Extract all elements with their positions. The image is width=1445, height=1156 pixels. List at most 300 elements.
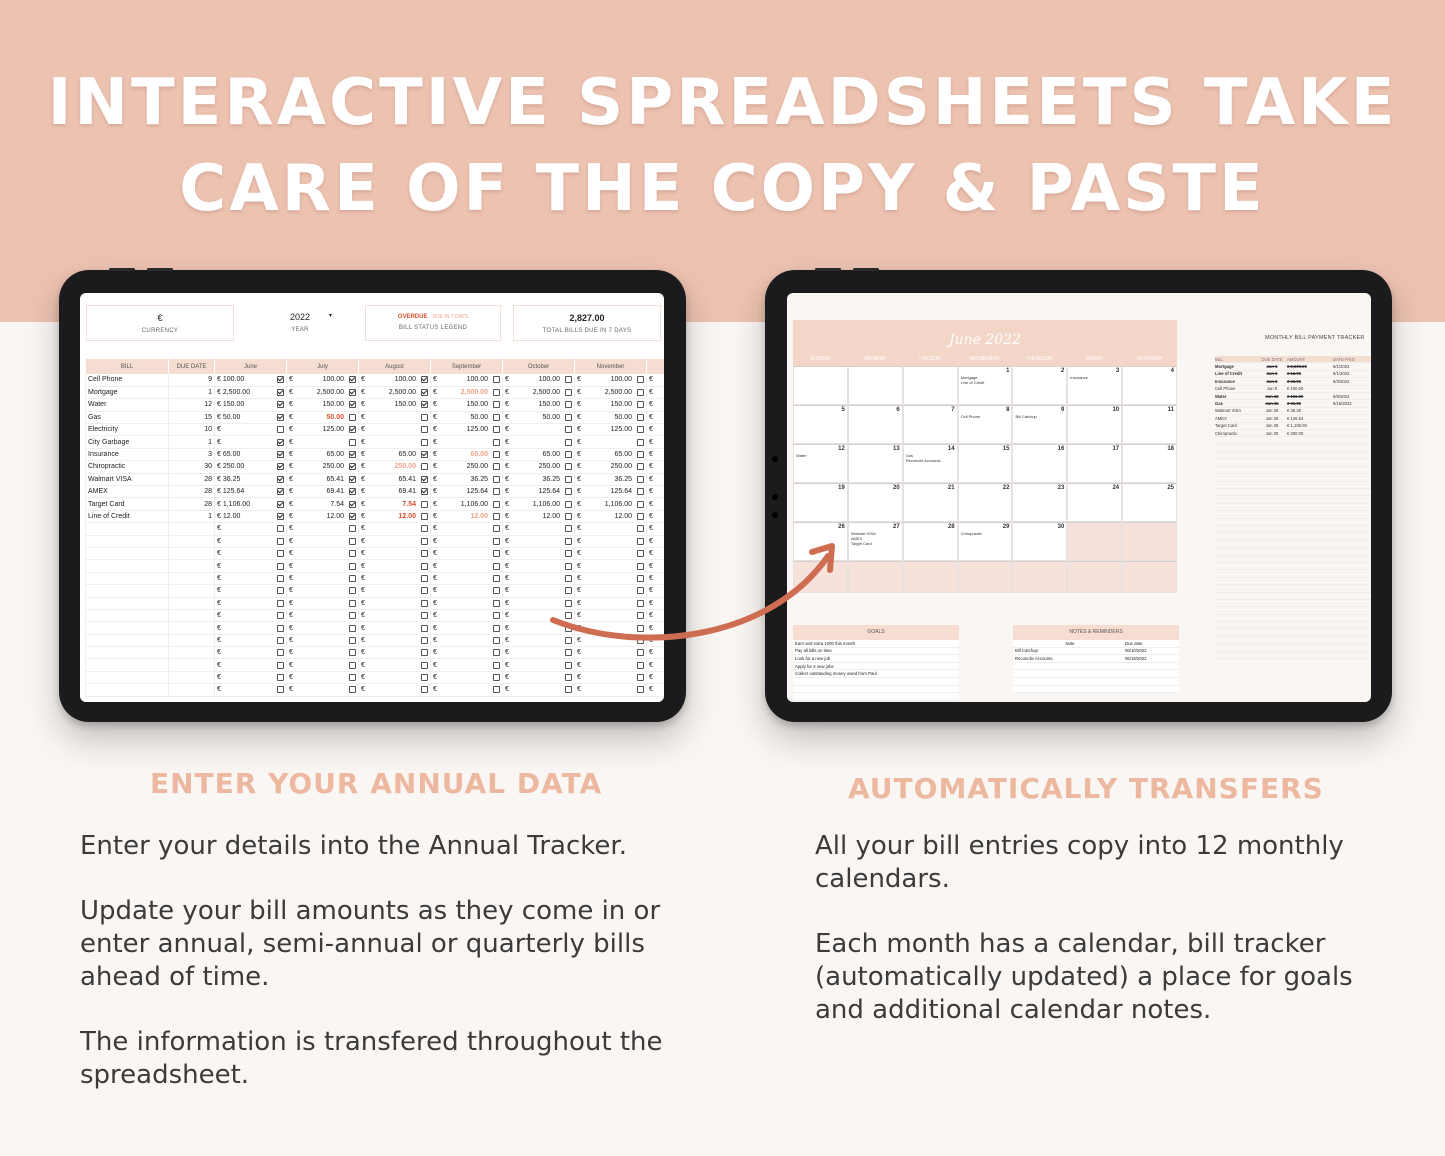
month-amount-cell[interactable] xyxy=(215,634,287,646)
bill-name-cell[interactable] xyxy=(86,622,169,634)
paid-checkbox[interactable] xyxy=(277,575,284,582)
month-amount-cell[interactable] xyxy=(215,597,287,609)
month-amount-cell[interactable] xyxy=(431,411,503,423)
due-date-cell[interactable]: 28 xyxy=(169,498,215,510)
bill-name-cell[interactable]: Gas xyxy=(86,411,169,423)
month-amount-cell[interactable] xyxy=(287,473,359,485)
paid-checkbox[interactable] xyxy=(277,513,284,520)
paid-checkbox[interactable] xyxy=(493,414,500,421)
month-amount-cell[interactable] xyxy=(359,572,431,584)
calendar-day-cell[interactable] xyxy=(1012,366,1067,405)
month-amount-cell[interactable] xyxy=(359,659,431,671)
month-amount-cell[interactable] xyxy=(287,486,359,498)
paid-checkbox[interactable] xyxy=(637,389,644,396)
paid-checkbox[interactable] xyxy=(349,376,356,383)
paid-checkbox[interactable] xyxy=(277,612,284,619)
paid-checkbox[interactable] xyxy=(277,389,284,396)
month-amount-cell[interactable] xyxy=(287,547,359,559)
month-amount-cell[interactable] xyxy=(215,448,287,460)
due-date-cell[interactable]: 9 xyxy=(169,374,215,386)
paid-checkbox[interactable] xyxy=(565,389,572,396)
paid-checkbox[interactable] xyxy=(421,376,428,383)
month-amount-cell[interactable] xyxy=(287,585,359,597)
month-amount-cell[interactable] xyxy=(215,585,287,597)
month-amount-cell[interactable] xyxy=(359,510,431,522)
paid-checkbox[interactable] xyxy=(565,587,572,594)
goal-item[interactable]: Earn and extra 1000 this month xyxy=(793,640,959,648)
paid-checkbox[interactable] xyxy=(637,439,644,446)
paid-checkbox[interactable] xyxy=(349,501,356,508)
month-amount-cell[interactable] xyxy=(215,647,287,659)
month-amount-cell[interactable] xyxy=(503,411,575,423)
tracker-row[interactable] xyxy=(1215,400,1371,407)
tracker-row[interactable] xyxy=(1215,386,1371,393)
month-amount-cell[interactable] xyxy=(431,647,503,659)
paid-checkbox[interactable] xyxy=(349,414,356,421)
paid-checkbox[interactable] xyxy=(277,637,284,644)
calendar-day-cell[interactable] xyxy=(793,483,848,522)
month-amount-cell[interactable] xyxy=(287,622,359,634)
bill-name-cell[interactable]: Line of Credit xyxy=(86,510,169,522)
paid-checkbox[interactable] xyxy=(637,525,644,532)
paid-checkbox[interactable] xyxy=(637,538,644,545)
due-date-cell[interactable]: 28 xyxy=(169,473,215,485)
month-amount-cell[interactable] xyxy=(575,510,647,522)
calendar-day-cell[interactable] xyxy=(1122,561,1177,593)
paid-checkbox[interactable] xyxy=(277,550,284,557)
month-amount-cell[interactable] xyxy=(431,498,503,510)
paid-checkbox[interactable] xyxy=(493,525,500,532)
month-amount-cell[interactable] xyxy=(215,473,287,485)
month-amount-cell[interactable] xyxy=(503,498,575,510)
month-amount-cell[interactable] xyxy=(215,572,287,584)
month-amount-cell[interactable] xyxy=(431,535,503,547)
paid-checkbox[interactable] xyxy=(493,686,500,693)
paid-checkbox[interactable] xyxy=(565,575,572,582)
month-amount-cell[interactable] xyxy=(215,671,287,683)
tracker-row[interactable] xyxy=(1215,607,1371,614)
month-amount-cell[interactable] xyxy=(359,386,431,398)
tracker-row[interactable] xyxy=(1215,563,1371,570)
paid-checkbox[interactable] xyxy=(277,401,284,408)
month-amount-cell[interactable] xyxy=(287,448,359,460)
paid-checkbox[interactable] xyxy=(493,587,500,594)
bill-name-cell[interactable] xyxy=(86,659,169,671)
calendar-day-cell[interactable] xyxy=(848,522,903,561)
paid-checkbox[interactable] xyxy=(277,538,284,545)
calendar-day-cell[interactable] xyxy=(903,522,958,561)
due-date-cell[interactable]: 3 xyxy=(169,448,215,460)
month-amount-cell[interactable] xyxy=(215,399,287,411)
tracker-row[interactable] xyxy=(1215,600,1371,607)
month-amount-cell[interactable] xyxy=(215,535,287,547)
month-amount-cell[interactable] xyxy=(575,399,647,411)
paid-checkbox[interactable] xyxy=(637,686,644,693)
month-amount-cell[interactable] xyxy=(431,424,503,436)
paid-checkbox[interactable] xyxy=(637,550,644,557)
paid-checkbox[interactable] xyxy=(421,674,428,681)
note-item[interactable] xyxy=(1013,648,1179,656)
month-amount-cell[interactable] xyxy=(359,597,431,609)
paid-checkbox[interactable] xyxy=(421,686,428,693)
tracker-row[interactable] xyxy=(1215,570,1371,577)
paid-checkbox[interactable] xyxy=(565,538,572,545)
month-amount-cell[interactable] xyxy=(431,386,503,398)
paid-checkbox[interactable] xyxy=(493,612,500,619)
month-amount-cell[interactable] xyxy=(503,671,575,683)
paid-checkbox[interactable] xyxy=(349,463,356,470)
month-amount-cell[interactable] xyxy=(575,523,647,535)
paid-checkbox[interactable] xyxy=(421,488,428,495)
month-amount-cell[interactable] xyxy=(359,547,431,559)
tracker-row[interactable] xyxy=(1215,482,1371,489)
month-amount-cell[interactable] xyxy=(215,498,287,510)
month-amount-cell[interactable] xyxy=(287,659,359,671)
month-amount-cell[interactable] xyxy=(215,374,287,386)
calendar-day-cell[interactable] xyxy=(1067,405,1122,444)
goal-item[interactable] xyxy=(793,678,959,686)
paid-checkbox[interactable] xyxy=(493,488,500,495)
month-amount-cell[interactable] xyxy=(215,523,287,535)
paid-checkbox[interactable] xyxy=(349,612,356,619)
calendar-day-cell[interactable] xyxy=(793,366,848,405)
bill-name-cell[interactable] xyxy=(86,547,169,559)
due-date-cell[interactable] xyxy=(169,609,215,621)
paid-checkbox[interactable] xyxy=(349,637,356,644)
calendar-day-cell[interactable] xyxy=(848,405,903,444)
month-amount-cell[interactable] xyxy=(215,659,287,671)
bill-name-cell[interactable] xyxy=(86,560,169,572)
calendar-day-cell[interactable] xyxy=(848,366,903,405)
tracker-row[interactable] xyxy=(1215,504,1371,511)
paid-checkbox[interactable] xyxy=(277,686,284,693)
paid-checkbox[interactable] xyxy=(421,662,428,669)
paid-checkbox[interactable] xyxy=(565,376,572,383)
month-amount-cell[interactable] xyxy=(431,510,503,522)
paid-checkbox[interactable] xyxy=(637,513,644,520)
month-amount-cell[interactable] xyxy=(359,424,431,436)
paid-checkbox[interactable] xyxy=(637,414,644,421)
calendar-day-cell[interactable] xyxy=(903,444,958,483)
bill-name-cell[interactable]: Mortgage xyxy=(86,386,169,398)
paid-checkbox[interactable] xyxy=(565,525,572,532)
paid-checkbox[interactable] xyxy=(421,426,428,433)
paid-checkbox[interactable] xyxy=(421,476,428,483)
paid-checkbox[interactable] xyxy=(421,550,428,557)
month-amount-cell[interactable] xyxy=(503,634,575,646)
paid-checkbox[interactable] xyxy=(637,625,644,632)
month-amount-cell[interactable] xyxy=(575,448,647,460)
due-date-cell[interactable]: 28 xyxy=(169,486,215,498)
due-date-cell[interactable] xyxy=(169,547,215,559)
paid-checkbox[interactable] xyxy=(493,550,500,557)
month-amount-cell[interactable] xyxy=(359,609,431,621)
calendar-day-cell[interactable] xyxy=(958,444,1013,483)
paid-checkbox[interactable] xyxy=(277,463,284,470)
tracker-row[interactable] xyxy=(1215,474,1371,481)
month-amount-cell[interactable] xyxy=(503,535,575,547)
month-amount-cell[interactable] xyxy=(431,634,503,646)
paid-checkbox[interactable] xyxy=(349,563,356,570)
paid-checkbox[interactable] xyxy=(565,488,572,495)
month-amount-cell[interactable] xyxy=(359,535,431,547)
due-date-cell[interactable] xyxy=(169,684,215,696)
month-amount-cell[interactable] xyxy=(503,547,575,559)
bill-name-cell[interactable]: Chiropractic xyxy=(86,461,169,473)
bill-name-cell[interactable] xyxy=(86,597,169,609)
paid-checkbox[interactable] xyxy=(493,401,500,408)
tracker-row[interactable] xyxy=(1215,593,1371,600)
bill-name-cell[interactable] xyxy=(86,671,169,683)
paid-checkbox[interactable] xyxy=(565,476,572,483)
paid-checkbox[interactable] xyxy=(349,575,356,582)
paid-checkbox[interactable] xyxy=(421,389,428,396)
month-amount-cell[interactable] xyxy=(215,411,287,423)
month-amount-cell[interactable] xyxy=(359,671,431,683)
paid-checkbox[interactable] xyxy=(565,625,572,632)
calendar-day-cell[interactable] xyxy=(903,483,958,522)
currency-box[interactable] xyxy=(86,305,234,341)
tracker-row[interactable] xyxy=(1215,496,1371,503)
month-amount-cell[interactable] xyxy=(575,622,647,634)
month-amount-cell[interactable] xyxy=(431,597,503,609)
tracker-row[interactable] xyxy=(1215,408,1371,415)
due-date-cell[interactable] xyxy=(169,622,215,634)
month-amount-cell[interactable] xyxy=(431,486,503,498)
bill-name-cell[interactable]: Cell Phone xyxy=(86,374,169,386)
calendar-day-cell[interactable] xyxy=(1122,483,1177,522)
month-amount-cell[interactable] xyxy=(215,560,287,572)
paid-checkbox[interactable] xyxy=(565,550,572,557)
month-amount-cell[interactable] xyxy=(503,399,575,411)
tracker-row[interactable] xyxy=(1215,585,1371,592)
year-box[interactable] xyxy=(240,305,360,341)
tracker-row[interactable] xyxy=(1215,644,1371,651)
paid-checkbox[interactable] xyxy=(421,463,428,470)
month-amount-cell[interactable] xyxy=(287,386,359,398)
bill-name-cell[interactable] xyxy=(86,647,169,659)
tracker-row[interactable] xyxy=(1215,622,1371,629)
tracker-row[interactable] xyxy=(1215,548,1371,555)
paid-checkbox[interactable] xyxy=(637,401,644,408)
bill-name-cell[interactable]: Electricity xyxy=(86,424,169,436)
due-date-cell[interactable]: 30 xyxy=(169,461,215,473)
month-amount-cell[interactable] xyxy=(431,523,503,535)
due-date-cell[interactable] xyxy=(169,671,215,683)
paid-checkbox[interactable] xyxy=(493,637,500,644)
tracker-row[interactable] xyxy=(1215,467,1371,474)
paid-checkbox[interactable] xyxy=(565,662,572,669)
bill-name-cell[interactable] xyxy=(86,684,169,696)
month-amount-cell[interactable] xyxy=(503,560,575,572)
paid-checkbox[interactable] xyxy=(349,600,356,607)
calendar-day-cell[interactable] xyxy=(903,561,958,593)
month-amount-cell[interactable] xyxy=(359,523,431,535)
paid-checkbox[interactable] xyxy=(349,488,356,495)
month-amount-cell[interactable] xyxy=(575,386,647,398)
month-amount-cell[interactable] xyxy=(215,424,287,436)
paid-checkbox[interactable] xyxy=(493,625,500,632)
paid-checkbox[interactable] xyxy=(349,525,356,532)
paid-checkbox[interactable] xyxy=(277,649,284,656)
paid-checkbox[interactable] xyxy=(565,600,572,607)
tracker-row[interactable] xyxy=(1215,615,1371,622)
paid-checkbox[interactable] xyxy=(421,649,428,656)
calendar-day-cell[interactable] xyxy=(1067,444,1122,483)
paid-checkbox[interactable] xyxy=(277,625,284,632)
tracker-row[interactable] xyxy=(1215,378,1371,385)
bill-name-cell[interactable] xyxy=(86,634,169,646)
paid-checkbox[interactable] xyxy=(493,649,500,656)
month-amount-cell[interactable] xyxy=(287,510,359,522)
tracker-row[interactable] xyxy=(1215,445,1371,452)
paid-checkbox[interactable] xyxy=(277,674,284,681)
month-amount-cell[interactable] xyxy=(359,585,431,597)
paid-checkbox[interactable] xyxy=(637,476,644,483)
month-amount-cell[interactable] xyxy=(575,659,647,671)
calendar-day-cell[interactable] xyxy=(1122,405,1177,444)
paid-checkbox[interactable] xyxy=(421,625,428,632)
paid-checkbox[interactable] xyxy=(349,476,356,483)
paid-checkbox[interactable] xyxy=(349,550,356,557)
month-amount-cell[interactable] xyxy=(431,622,503,634)
calendar-day-cell[interactable] xyxy=(848,444,903,483)
month-amount-cell[interactable] xyxy=(431,461,503,473)
paid-checkbox[interactable] xyxy=(277,600,284,607)
paid-checkbox[interactable] xyxy=(565,513,572,520)
due-date-cell[interactable] xyxy=(169,634,215,646)
month-amount-cell[interactable] xyxy=(287,671,359,683)
month-amount-cell[interactable] xyxy=(215,486,287,498)
paid-checkbox[interactable] xyxy=(565,414,572,421)
month-amount-cell[interactable] xyxy=(431,547,503,559)
month-amount-cell[interactable] xyxy=(287,498,359,510)
month-amount-cell[interactable] xyxy=(575,424,647,436)
month-amount-cell[interactable] xyxy=(503,622,575,634)
paid-checkbox[interactable] xyxy=(421,501,428,508)
month-amount-cell[interactable] xyxy=(503,510,575,522)
calendar-day-cell[interactable] xyxy=(793,522,848,561)
paid-checkbox[interactable] xyxy=(637,501,644,508)
calendar-day-cell[interactable] xyxy=(1012,561,1067,593)
month-amount-cell[interactable] xyxy=(359,436,431,448)
due-date-cell[interactable] xyxy=(169,647,215,659)
month-amount-cell[interactable] xyxy=(431,436,503,448)
goal-item[interactable] xyxy=(793,693,959,701)
paid-checkbox[interactable] xyxy=(493,563,500,570)
goal-item[interactable]: Look for a new job xyxy=(793,655,959,663)
paid-checkbox[interactable] xyxy=(493,538,500,545)
month-amount-cell[interactable] xyxy=(287,411,359,423)
due-date-cell[interactable]: 15 xyxy=(169,411,215,423)
paid-checkbox[interactable] xyxy=(277,476,284,483)
paid-checkbox[interactable] xyxy=(637,674,644,681)
paid-checkbox[interactable] xyxy=(493,426,500,433)
paid-checkbox[interactable] xyxy=(277,563,284,570)
due-date-cell[interactable] xyxy=(169,585,215,597)
month-amount-cell[interactable] xyxy=(503,448,575,460)
note-item[interactable] xyxy=(1013,655,1179,663)
paid-checkbox[interactable] xyxy=(637,563,644,570)
due-date-cell[interactable]: 1 xyxy=(169,436,215,448)
month-amount-cell[interactable] xyxy=(287,535,359,547)
calendar-day-cell[interactable] xyxy=(848,483,903,522)
month-amount-cell[interactable] xyxy=(431,473,503,485)
paid-checkbox[interactable] xyxy=(565,612,572,619)
month-amount-cell[interactable] xyxy=(215,622,287,634)
tracker-row[interactable] xyxy=(1215,371,1371,378)
goal-item[interactable]: Collect outstanding money owed from Paul xyxy=(793,670,959,678)
month-amount-cell[interactable] xyxy=(503,424,575,436)
month-amount-cell[interactable] xyxy=(215,386,287,398)
tracker-row[interactable] xyxy=(1215,511,1371,518)
tracker-row[interactable] xyxy=(1215,489,1371,496)
paid-checkbox[interactable] xyxy=(565,439,572,446)
paid-checkbox[interactable] xyxy=(637,600,644,607)
calendar-day-cell[interactable] xyxy=(1122,444,1177,483)
paid-checkbox[interactable] xyxy=(421,401,428,408)
tracker-row[interactable] xyxy=(1215,415,1371,422)
tracker-row[interactable] xyxy=(1215,519,1371,526)
month-amount-cell[interactable] xyxy=(359,498,431,510)
month-amount-cell[interactable] xyxy=(575,585,647,597)
paid-checkbox[interactable] xyxy=(493,463,500,470)
paid-checkbox[interactable] xyxy=(637,376,644,383)
paid-checkbox[interactable] xyxy=(349,439,356,446)
tracker-row[interactable] xyxy=(1215,578,1371,585)
due-date-cell[interactable]: 10 xyxy=(169,424,215,436)
paid-checkbox[interactable] xyxy=(277,414,284,421)
paid-checkbox[interactable] xyxy=(349,625,356,632)
month-amount-cell[interactable] xyxy=(287,647,359,659)
month-amount-cell[interactable] xyxy=(431,448,503,460)
goal-item[interactable]: Pay all bills on time xyxy=(793,648,959,656)
bill-name-cell[interactable]: AMEX xyxy=(86,486,169,498)
month-amount-cell[interactable] xyxy=(431,684,503,696)
month-amount-cell[interactable] xyxy=(359,622,431,634)
month-amount-cell[interactable] xyxy=(431,572,503,584)
paid-checkbox[interactable] xyxy=(637,451,644,458)
month-amount-cell[interactable] xyxy=(503,609,575,621)
month-amount-cell[interactable] xyxy=(359,461,431,473)
month-amount-cell[interactable] xyxy=(575,572,647,584)
due-date-cell[interactable]: 1 xyxy=(169,510,215,522)
month-amount-cell[interactable] xyxy=(287,634,359,646)
month-amount-cell[interactable] xyxy=(431,560,503,572)
paid-checkbox[interactable] xyxy=(637,575,644,582)
month-amount-cell[interactable] xyxy=(215,547,287,559)
due-date-cell[interactable] xyxy=(169,659,215,671)
paid-checkbox[interactable] xyxy=(349,389,356,396)
month-amount-cell[interactable] xyxy=(431,374,503,386)
tracker-row[interactable] xyxy=(1215,637,1371,644)
month-amount-cell[interactable] xyxy=(575,684,647,696)
month-amount-cell[interactable] xyxy=(503,386,575,398)
month-amount-cell[interactable] xyxy=(431,399,503,411)
paid-checkbox[interactable] xyxy=(637,587,644,594)
month-amount-cell[interactable] xyxy=(359,374,431,386)
note-item[interactable] xyxy=(1013,678,1179,686)
calendar-day-cell[interactable] xyxy=(1122,366,1177,405)
month-amount-cell[interactable] xyxy=(575,486,647,498)
paid-checkbox[interactable] xyxy=(421,600,428,607)
month-amount-cell[interactable] xyxy=(431,671,503,683)
month-amount-cell[interactable] xyxy=(503,473,575,485)
paid-checkbox[interactable] xyxy=(493,662,500,669)
paid-checkbox[interactable] xyxy=(493,674,500,681)
due-date-cell[interactable] xyxy=(169,597,215,609)
paid-checkbox[interactable] xyxy=(277,439,284,446)
